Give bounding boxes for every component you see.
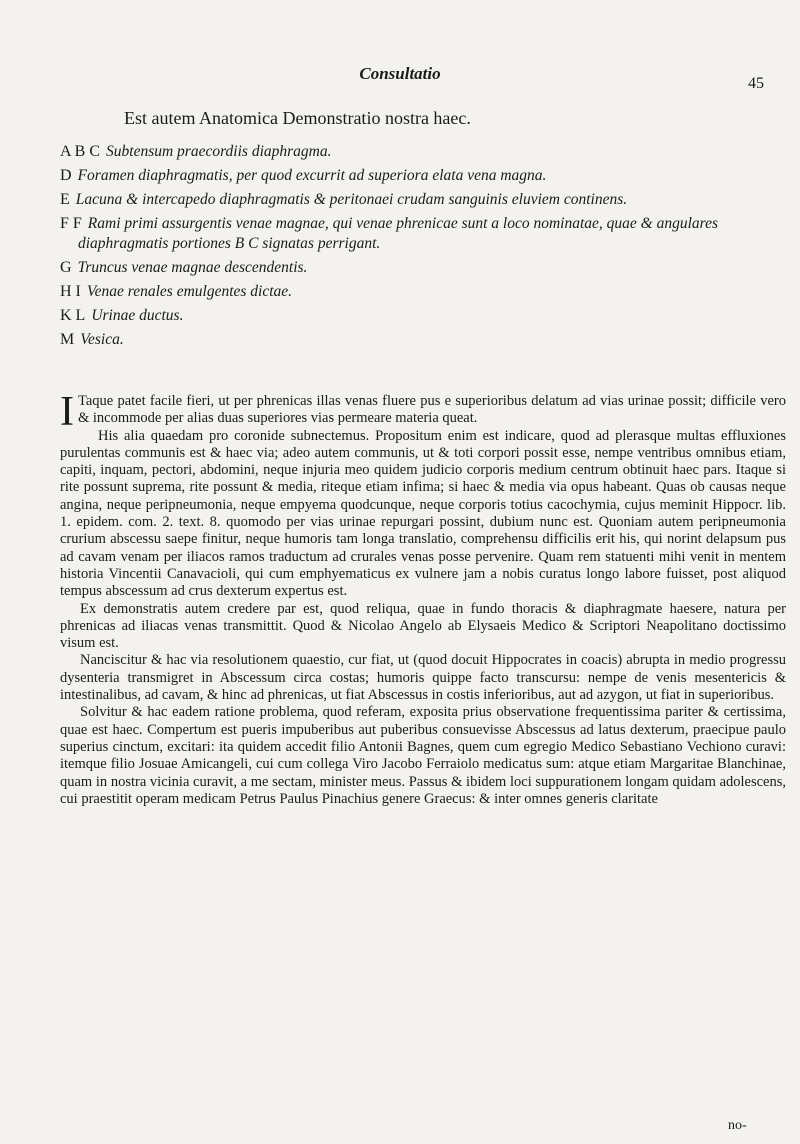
legend-text: Urinae ductus. [91, 307, 184, 324]
legend-item [60, 190, 780, 210]
legend-key: D [60, 167, 72, 184]
legend-text: Subtensum praecordiis diaphragma. [106, 143, 332, 160]
legend-text: Vesica. [80, 331, 124, 348]
legend-item [60, 282, 780, 302]
legend-key: E [60, 191, 70, 208]
legend-text: Venae renales emulgentes dictae. [86, 283, 293, 300]
paragraph: Nanciscitur & hac via resolutionem quaestio, cur fiat, ut (quod docuit Hippocrates in coacis) abrupta in medio progressu dysenteria transmigret in Abscessum circa costas; humoris quippe facto transcursu: nempe de venis mesentericis & intestinalibus, ad cavam, & hinc ad phrenicas, ut fiat Abscessus in costis inferioribus, aut ad azygon, ut fiat in superioribus. [60, 652, 786, 704]
paragraph: His alia quaedam pro coronide subnectemus. Propositum enim est indicare, quod ad plerasque multas effluxiones purulentas communis est & haec via; adeo autem communis, ut & toti corpori possit esse, nempe ventribus omnibus etiam, capiti, inquam, pectori, abdomini, neque injuria meo quidem judicio corporis medium centrum obtinuit haec pars. Itaque si rite possunt suprema, rite possunt & media, riteque etiam infima; si haec & media via opus habeant. Quas ob causas neque angina, neque peripneumonia, neque empyema quodcunque, neque corporis totius cacochymia, cujus meminit Hippocr. lib. 1. epidem. com. 2. text. 8. quomodo per vias urinae repurgari possint, dubium nunc est. Quoniam autem peripneumonia crurium abscessu saepe finitur, neque humoris tam longa translatio, comprehensu difficilis erit his, qui norint delapsum pus ad cavam venam per iliacos ramos traductum ad crurales venas posse pervenire. Quam rem statuenti mihi venit in mentem historia Vincentii Canavacioli, qui cum emphyematicus ex vulnere jam a nobis curatus longo labore fuisset, post aliquod tempus abscessum ad crus dexterum expertus est. [60, 427, 786, 600]
legend-text: Foramen diaphragmatis, per quod excurrit ad superiora elata vena magna. [77, 167, 547, 184]
legend-item [60, 330, 780, 350]
legend-text: Rami primi assurgentis venae magnae, qui venae phrenicae sunt a loco nominatae, quae & angulares diaphragmatis portiones B C signatas perrigant. [78, 215, 719, 252]
legend-item [60, 166, 780, 186]
legend-text: Truncus venae magnae descendentis. [77, 259, 308, 276]
legend-key: F F [60, 215, 82, 232]
legend-key: K L [60, 307, 86, 324]
paragraph: Solvitur & hac eadem ratione problema, quod referam, exposita prius observatione frequentissima pariter & certissima, quae est haec. Compertum est pueris impuberibus aut puberibus consuevisse Abscessus ad latus dexterum, praecipue paulo superius cinctum, excitari: ita quidem accedit filio Antonii Bagnes, quem cum egregio Medico Sebastiano Vechiono curavi: itemque filio Josuae Amicangeli, cui cum collega Viro Jacobo Ferraiolo medicatus sum: atque etiam Margaritae Blanchinae, quam in nostra vicinia curavit, a me sectam, minister meus. Passus & ibidem loci suppurationem longam quidam adolescens, cui praestitit operam medicam Petrus Paulus Pinachius genere Graecus: & inter omnes generis claritate [60, 704, 786, 807]
legend-item [60, 306, 780, 326]
drop-cap: I [60, 389, 74, 435]
running-title: Consultatio [359, 64, 441, 83]
catchword: no- [728, 1118, 747, 1133]
legend-item [60, 142, 780, 162]
legend-item [60, 258, 780, 278]
paragraph [60, 389, 786, 435]
legend-item [60, 214, 780, 254]
legend-key: A B C [60, 143, 101, 160]
legend-key: M [60, 331, 75, 348]
figure-legend [60, 142, 780, 354]
legend-text: Lacuna & intercapedo diaphragmatis & peritonaei crudam sanguinis eluviem continens. [75, 191, 628, 208]
paragraph-text: Taque patet facile fieri, ut per phrenicas illas venas fluere pus e superioribus delatum ad vias urinae possit; difficile vero & incommode per alias duas superiores vias permeare materia queat. [78, 393, 786, 427]
page-number: 45 [748, 75, 764, 92]
legend-key: G [60, 259, 72, 276]
legend-key: H I [60, 283, 81, 300]
paragraph: Ex demonstratis autem credere par est, quod reliqua, quae in fundo thoracis & diaphragmate haesere, natura per phrenicas ad iliacas venas transmittit. Quod & Nicolao Angelo ab Elysaeis Medico & Scriptori Neapolitano doctissimo visum est. [60, 600, 786, 652]
intro-line: Est autem Anatomica Demonstratio nostra haec. [124, 108, 471, 128]
body-text [60, 389, 786, 808]
